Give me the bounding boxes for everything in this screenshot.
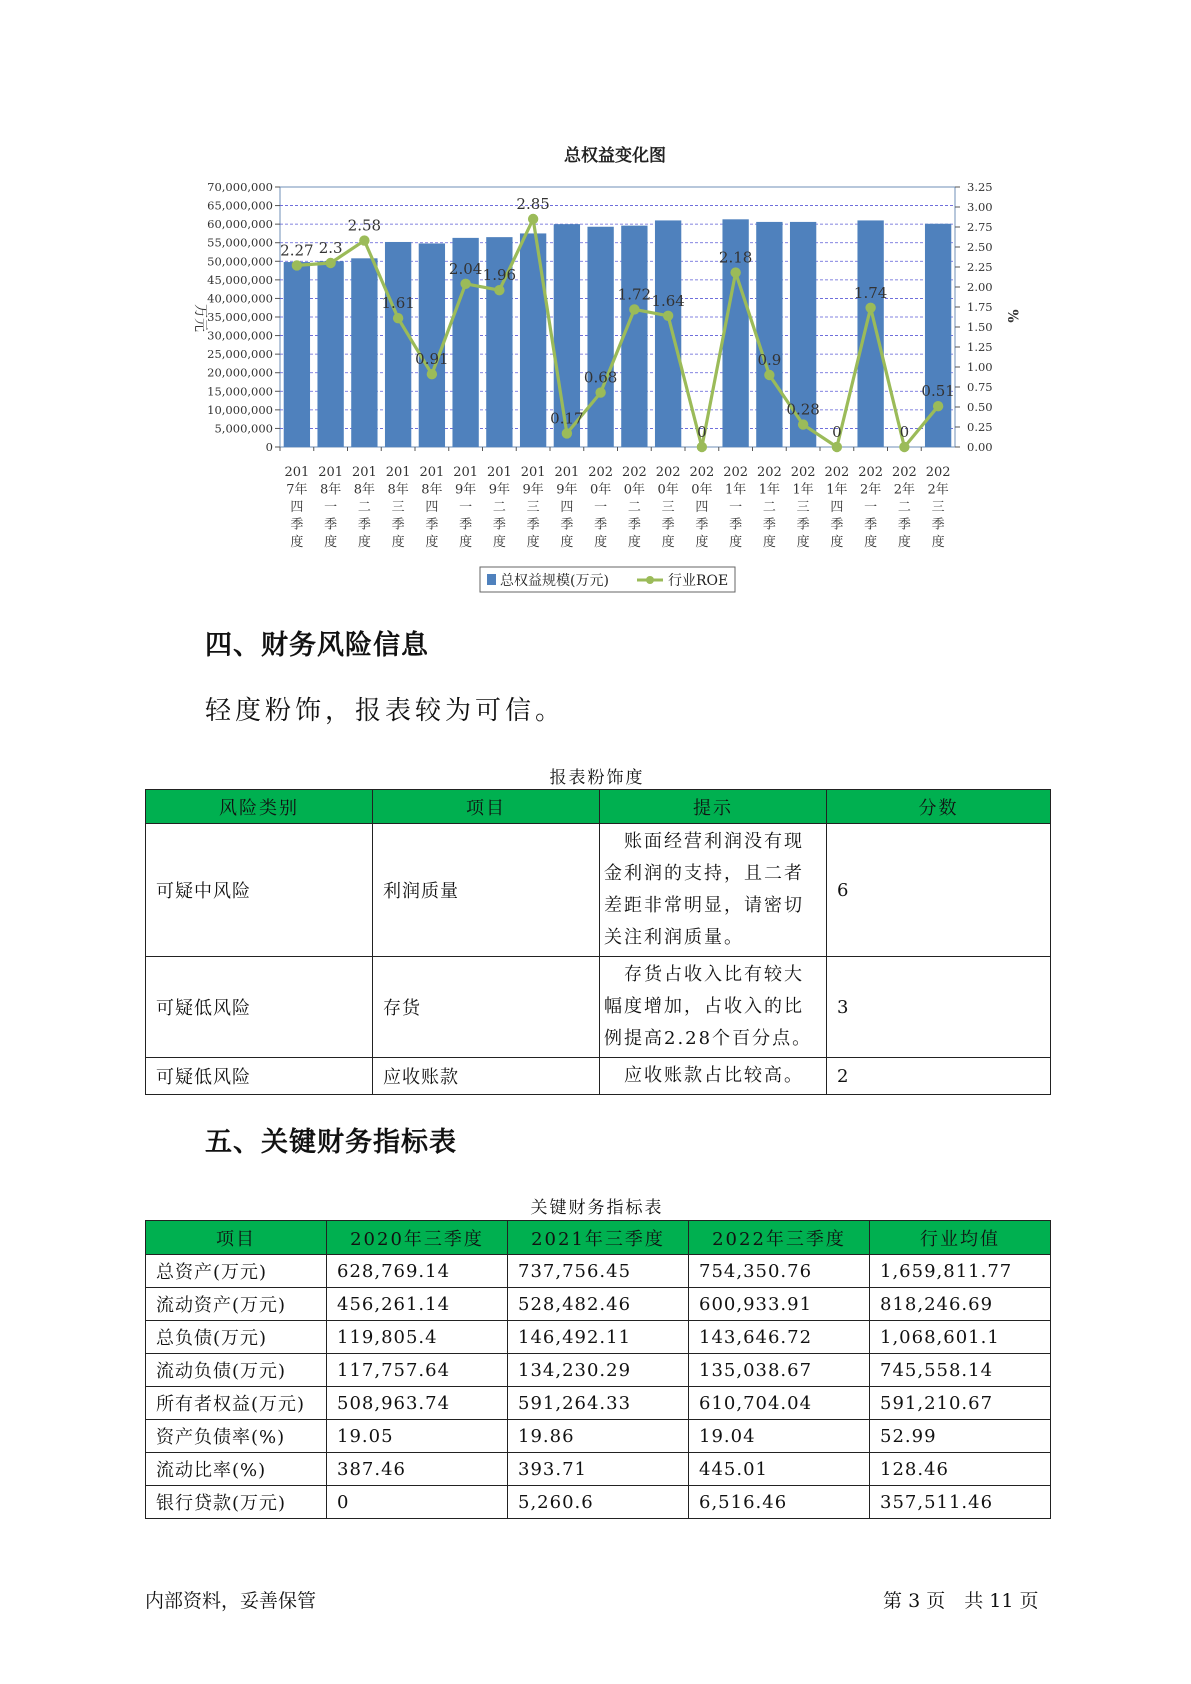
- kpi-value: 119,805.4: [327, 1321, 508, 1354]
- y-tick-label: 30,000,000: [207, 328, 273, 343]
- x-tick-label: 1年: [758, 482, 781, 498]
- roe-data-label: 0.9: [757, 351, 782, 369]
- x-tick-label: 度: [695, 535, 709, 550]
- x-tick-label: 201: [351, 465, 377, 480]
- x-tick-label: 季: [526, 517, 540, 533]
- risk-score: 3: [827, 957, 1051, 1058]
- x-tick-label: 202: [621, 465, 647, 480]
- x-tick-label: 季: [695, 517, 709, 533]
- header-score: 分数: [827, 790, 1051, 824]
- table-row: [146, 957, 1051, 1058]
- header-2021q3: 2021年三季度: [508, 1221, 689, 1255]
- y-tick-label: 0: [265, 440, 273, 454]
- table-row: [146, 1288, 1051, 1321]
- roe-point: [764, 370, 774, 380]
- roe-data-label: 0: [899, 423, 910, 441]
- x-tick-label: 一: [594, 500, 608, 515]
- y-tick-label: 40,000,000: [207, 291, 273, 306]
- y2-tick-label: 1.25: [967, 340, 993, 354]
- kpi-value: 456,261.14: [327, 1288, 508, 1321]
- x-tick-label: 1年: [792, 482, 814, 498]
- x-tick-label: 一: [729, 500, 743, 515]
- x-tick-label: 二: [762, 500, 776, 515]
- kpi-value: 745,558.14: [870, 1354, 1051, 1387]
- x-tick-label: 四: [695, 500, 709, 515]
- x-tick-label: 二: [492, 500, 506, 515]
- kpi-value: 135,038.67: [689, 1354, 870, 1387]
- legend-equity-label: 总权益规模(万元): [500, 573, 609, 589]
- legend-bar-swatch: [487, 574, 496, 585]
- kpi-item: 流动资产(万元): [146, 1288, 327, 1321]
- kpi-value: 600,933.91: [689, 1288, 870, 1321]
- y2-tick-label: 3.00: [967, 200, 993, 214]
- kpi-value: 754,350.76: [689, 1255, 870, 1288]
- risk-type: 可疑低风险: [146, 957, 373, 1058]
- y-tick-label: 20,000,000: [207, 365, 273, 380]
- y2-tick-label: 0.25: [967, 420, 993, 434]
- kpi-value: 134,230.29: [508, 1354, 689, 1387]
- page-current: 3: [908, 1590, 921, 1612]
- x-tick-label: 0年: [691, 482, 713, 498]
- x-tick-label: 季: [391, 517, 405, 533]
- x-tick-label: 1年: [724, 482, 747, 498]
- x-tick-label: 度: [931, 535, 945, 550]
- kpi-value: 6,516.46: [689, 1486, 870, 1519]
- roe-data-label: 0.68: [583, 368, 618, 387]
- x-tick-label: 度: [661, 535, 675, 550]
- y2-tick-label: 2.00: [967, 280, 993, 294]
- x-tick-label: 度: [627, 535, 641, 550]
- x-tick-label: 201: [284, 465, 310, 480]
- y2-tick-label: 2.75: [967, 220, 993, 234]
- kpi-value: 52.99: [870, 1420, 1051, 1453]
- kpi-value: 508,963.74: [327, 1387, 508, 1420]
- x-tick-label: 二: [627, 500, 641, 515]
- kpi-value: 1,659,811.77: [870, 1255, 1051, 1288]
- table-row: [146, 1255, 1051, 1288]
- x-tick-label: 二: [357, 500, 371, 515]
- equity-bar: [385, 242, 411, 447]
- x-tick-label: 2年: [893, 482, 916, 498]
- kpi-value: 737,756.45: [508, 1255, 689, 1288]
- roe-point: [427, 369, 437, 379]
- table-row: [146, 1321, 1051, 1354]
- x-tick-label: 9年: [556, 482, 578, 498]
- roe-data-label: 1.61: [381, 294, 415, 313]
- y-tick-label: 65,000,000: [207, 198, 273, 213]
- x-tick-label: 202: [655, 465, 681, 480]
- risk-type: 可疑中风险: [146, 824, 373, 957]
- x-tick-label: 8年: [387, 482, 409, 498]
- y-tick-label: 15,000,000: [207, 384, 273, 399]
- kpi-table-header: [146, 1221, 1051, 1255]
- kpi-value: 5,260.6: [508, 1486, 689, 1519]
- roe-data-label: 0.17: [550, 409, 584, 428]
- y2-tick-label: 3.25: [967, 180, 993, 194]
- kpi-value: 357,511.46: [870, 1486, 1051, 1519]
- header-item: 项目: [373, 790, 600, 824]
- roe-point: [933, 401, 943, 411]
- kpi-table-caption: 关键财务指标表: [530, 1198, 664, 1218]
- roe-data-label: 0.28: [786, 400, 820, 419]
- y-axis-label: 万元: [192, 304, 208, 332]
- risk-summary: 轻度粉饰，报表较为可信。: [205, 696, 566, 726]
- x-tick-label: 201: [486, 465, 512, 480]
- x-tick-label: 季: [492, 517, 506, 533]
- equity-chart: [0, 0, 1191, 600]
- roe-point: [325, 258, 335, 268]
- roe-point: [460, 279, 470, 289]
- x-tick-label: 201: [453, 465, 479, 480]
- roe-point: [730, 267, 740, 277]
- roe-data-label: 0: [697, 423, 707, 441]
- risk-score: 2: [827, 1058, 1051, 1095]
- legend-roe-marker: [646, 576, 654, 584]
- x-tick-label: 季: [627, 517, 641, 533]
- x-tick-label: 季: [830, 517, 844, 533]
- x-tick-label: 三: [796, 500, 810, 515]
- kpi-value: 591,264.33: [508, 1387, 689, 1420]
- equity-bar: [756, 222, 782, 447]
- x-tick-label: 202: [588, 465, 614, 480]
- roe-data-label: 1.64: [651, 291, 685, 310]
- x-tick-label: 202: [689, 465, 715, 480]
- kpi-item: 流动负债(万元): [146, 1354, 327, 1387]
- roe-data-label: 2.3: [318, 239, 343, 257]
- y2-tick-label: 1.00: [967, 360, 993, 374]
- x-tick-label: 四: [560, 500, 574, 515]
- risk-table-header: [146, 790, 1051, 824]
- x-tick-label: 9年: [454, 482, 477, 498]
- roe-data-label: 1.72: [617, 285, 652, 304]
- kpi-value: 387.46: [327, 1453, 508, 1486]
- x-tick-label: 三: [661, 500, 675, 515]
- x-tick-label: 度: [729, 535, 743, 550]
- x-tick-label: 202: [891, 465, 917, 480]
- roe-data-label: 2.18: [718, 248, 753, 267]
- x-tick-label: 一: [459, 500, 473, 515]
- y-tick-label: 5,000,000: [214, 421, 273, 436]
- y-tick-label: 10,000,000: [207, 402, 273, 417]
- roe-data-label: 1.74: [853, 283, 888, 302]
- kpi-item: 流动比率(%): [146, 1453, 327, 1486]
- y-tick-label: 45,000,000: [207, 272, 273, 287]
- risk-score: 6: [827, 824, 1051, 957]
- x-tick-label: 季: [324, 517, 338, 533]
- x-tick-label: 度: [492, 535, 506, 550]
- x-tick-label: 三: [931, 500, 945, 515]
- x-tick-label: 度: [526, 535, 540, 550]
- x-tick-label: 度: [459, 535, 473, 550]
- x-tick-label: 度: [830, 535, 844, 550]
- x-tick-label: 度: [560, 535, 574, 550]
- kpi-value: 591,210.67: [870, 1387, 1051, 1420]
- roe-point: [832, 442, 842, 452]
- roe-point: [494, 285, 504, 295]
- equity-bar: [857, 220, 883, 447]
- roe-point: [663, 311, 673, 321]
- kpi-value: 393.71: [508, 1453, 689, 1486]
- page-mid: 页 共: [926, 1590, 984, 1612]
- table-row: [146, 824, 1051, 957]
- x-tick-label: 季: [560, 517, 574, 533]
- kpi-item: 总负债(万元): [146, 1321, 327, 1354]
- risk-hint: 应收账款占比较高。: [600, 1058, 827, 1095]
- table-row: [146, 1387, 1051, 1420]
- kpi-value: 818,246.69: [870, 1288, 1051, 1321]
- x-tick-label: 二: [897, 500, 911, 515]
- x-tick-label: 度: [357, 535, 371, 550]
- roe-data-label: 0: [832, 423, 842, 441]
- x-tick-label: 度: [762, 535, 776, 550]
- x-tick-label: 202: [824, 465, 850, 480]
- risk-type: 可疑低风险: [146, 1058, 373, 1095]
- kpi-value: 128.46: [870, 1453, 1051, 1486]
- x-tick-label: 202: [723, 465, 749, 480]
- x-tick-label: 9年: [488, 482, 511, 498]
- kpi-value: 117,757.64: [327, 1354, 508, 1387]
- table-row: [146, 1486, 1051, 1519]
- x-tick-label: 1年: [826, 482, 848, 498]
- header-hint: 提示: [600, 790, 827, 824]
- x-tick-label: 四: [290, 500, 304, 515]
- y2-axis-label: %: [1004, 309, 1020, 323]
- x-tick-label: 0年: [657, 482, 679, 498]
- header-item: 项目: [146, 1221, 327, 1255]
- x-tick-label: 度: [290, 535, 304, 550]
- roe-point: [528, 214, 538, 224]
- roe-point: [595, 387, 605, 397]
- x-tick-label: 一: [864, 500, 878, 515]
- header-industry-avg: 行业均值: [870, 1221, 1051, 1255]
- risk-item: 存货: [373, 957, 600, 1058]
- roe-data-label: 2.58: [347, 216, 382, 235]
- y-tick-label: 25,000,000: [207, 347, 273, 362]
- page-suffix: 页: [1019, 1590, 1039, 1612]
- roe-data-label: 2.04: [448, 259, 483, 278]
- y-tick-label: 55,000,000: [207, 235, 273, 250]
- x-tick-label: 季: [357, 517, 371, 533]
- x-tick-label: 季: [594, 517, 608, 533]
- x-tick-label: 一: [324, 500, 338, 515]
- x-tick-label: 四: [830, 500, 844, 515]
- chart-title: 总权益变化图: [564, 146, 666, 166]
- kpi-value: 445.01: [689, 1453, 870, 1486]
- risk-item: 应收账款: [373, 1058, 600, 1095]
- x-tick-label: 7年: [286, 482, 308, 498]
- x-tick-label: 四: [425, 500, 439, 515]
- x-tick-label: 季: [729, 517, 743, 533]
- equity-bar: [317, 261, 343, 447]
- kpi-value: 19.05: [327, 1420, 508, 1453]
- y-tick-label: 60,000,000: [207, 217, 273, 232]
- x-tick-label: 度: [425, 535, 439, 550]
- kpi-value: 146,492.11: [508, 1321, 689, 1354]
- y2-tick-label: 1.75: [967, 300, 993, 314]
- risk-item: 利润质量: [373, 824, 600, 957]
- risk-hint: 存货占收入比有较大幅度增加，占收入的比例提高2.28个百分点。: [600, 957, 827, 1058]
- kpi-value: 528,482.46: [508, 1288, 689, 1321]
- page-total: 11: [989, 1590, 1014, 1612]
- x-tick-label: 202: [925, 465, 951, 480]
- y-tick-label: 35,000,000: [207, 310, 273, 324]
- kpi-value: 143,646.72: [689, 1321, 870, 1354]
- roe-point: [697, 442, 707, 452]
- kpi-item: 总资产(万元): [146, 1255, 327, 1288]
- section5-heading: 五、关键财务指标表: [205, 1127, 457, 1158]
- y2-tick-label: 1.50: [967, 320, 993, 334]
- x-tick-label: 度: [594, 535, 608, 550]
- roe-point: [359, 235, 369, 245]
- x-tick-label: 201: [318, 465, 344, 480]
- roe-data-label: 1.96: [482, 266, 517, 285]
- y2-tick-label: 0.50: [967, 400, 993, 414]
- x-tick-label: 201: [554, 465, 580, 480]
- x-tick-label: 8年: [319, 482, 342, 498]
- table-row: [146, 1453, 1051, 1486]
- kpi-item: 所有者权益(万元): [146, 1387, 327, 1420]
- x-tick-label: 三: [526, 500, 540, 515]
- kpi-item: 资产负债率(%): [146, 1420, 327, 1453]
- kpi-value: 19.86: [508, 1420, 689, 1453]
- equity-bar: [925, 224, 951, 447]
- y-tick-label: 70,000,000: [207, 180, 273, 194]
- kpi-value: 0: [327, 1486, 508, 1519]
- roe-data-label: 0.91: [415, 350, 449, 369]
- x-tick-label: 度: [796, 535, 810, 550]
- x-tick-label: 202: [756, 465, 782, 480]
- x-tick-label: 季: [897, 517, 911, 533]
- x-tick-label: 季: [425, 517, 439, 533]
- y2-tick-label: 0.75: [967, 380, 993, 394]
- equity-bar: [655, 220, 681, 447]
- roe-point: [865, 303, 875, 313]
- x-tick-label: 度: [324, 535, 338, 550]
- x-tick-label: 季: [931, 517, 945, 533]
- y-tick-label: 50,000,000: [207, 254, 273, 269]
- x-tick-label: 三: [391, 500, 405, 515]
- x-tick-label: 202: [858, 465, 884, 480]
- header-2022q3: 2022年三季度: [689, 1221, 870, 1255]
- risk-hint: 账面经营利润没有现金利润的支持，且二者差距非常明显，请密切关注利润质量。: [600, 824, 827, 957]
- page-number: [883, 1586, 1039, 1613]
- equity-bar: [587, 227, 613, 447]
- x-tick-label: 度: [864, 535, 878, 550]
- risk-table: [145, 789, 1051, 1095]
- x-tick-label: 季: [661, 517, 675, 533]
- y2-tick-label: 2.50: [967, 240, 993, 254]
- roe-data-label: 0.51: [921, 382, 955, 401]
- equity-bar: [284, 262, 310, 447]
- x-tick-label: 9年: [522, 482, 544, 498]
- kpi-value: 628,769.14: [327, 1255, 508, 1288]
- roe-point: [899, 442, 909, 452]
- equity-bar: [351, 258, 377, 447]
- roe-data-label: 2.27: [280, 241, 314, 260]
- x-tick-label: 季: [762, 517, 776, 533]
- header-risk-type: 风险类别: [146, 790, 373, 824]
- header-2020q3: 2020年三季度: [327, 1221, 508, 1255]
- section4-heading: 四、财务风险信息: [205, 630, 429, 661]
- x-tick-label: 8年: [353, 482, 376, 498]
- x-tick-label: 201: [419, 465, 445, 480]
- roe-point: [798, 419, 808, 429]
- kpi-value: 1,068,601.1: [870, 1321, 1051, 1354]
- x-tick-label: 0年: [589, 482, 612, 498]
- x-tick-label: 季: [864, 517, 878, 533]
- x-tick-label: 季: [459, 517, 473, 533]
- x-tick-label: 8年: [421, 482, 443, 498]
- roe-point: [562, 428, 572, 438]
- table-row: [146, 1058, 1051, 1095]
- y2-tick-label: 2.25: [967, 260, 993, 274]
- risk-table-caption: 报表粉饰度: [549, 768, 645, 788]
- x-tick-label: 2年: [859, 482, 882, 498]
- roe-point: [629, 304, 639, 314]
- kpi-item: 银行贷款(万元): [146, 1486, 327, 1519]
- footer-confidential: 内部资料，妥善保管: [145, 1590, 317, 1612]
- page-prefix: 第: [883, 1590, 903, 1612]
- kpi-value: 610,704.04: [689, 1387, 870, 1420]
- kpi-table: [145, 1220, 1051, 1519]
- x-tick-label: 度: [897, 535, 911, 550]
- x-tick-label: 季: [290, 517, 304, 533]
- x-tick-label: 季: [796, 517, 810, 533]
- legend-roe-label: 行业ROE: [668, 573, 729, 589]
- kpi-value: 19.04: [689, 1420, 870, 1453]
- table-row: [146, 1354, 1051, 1387]
- x-tick-label: 0年: [623, 482, 646, 498]
- roe-point: [292, 260, 302, 270]
- y2-tick-label: 0.00: [967, 440, 993, 454]
- x-tick-label: 度: [391, 535, 405, 550]
- table-row: [146, 1420, 1051, 1453]
- x-tick-label: 201: [520, 465, 546, 480]
- x-tick-label: 2年: [927, 482, 949, 498]
- roe-point: [393, 313, 403, 323]
- x-tick-label: 202: [790, 465, 816, 480]
- roe-data-label: 2.85: [516, 195, 550, 213]
- x-tick-label: 201: [385, 465, 411, 480]
- equity-bar: [520, 233, 546, 447]
